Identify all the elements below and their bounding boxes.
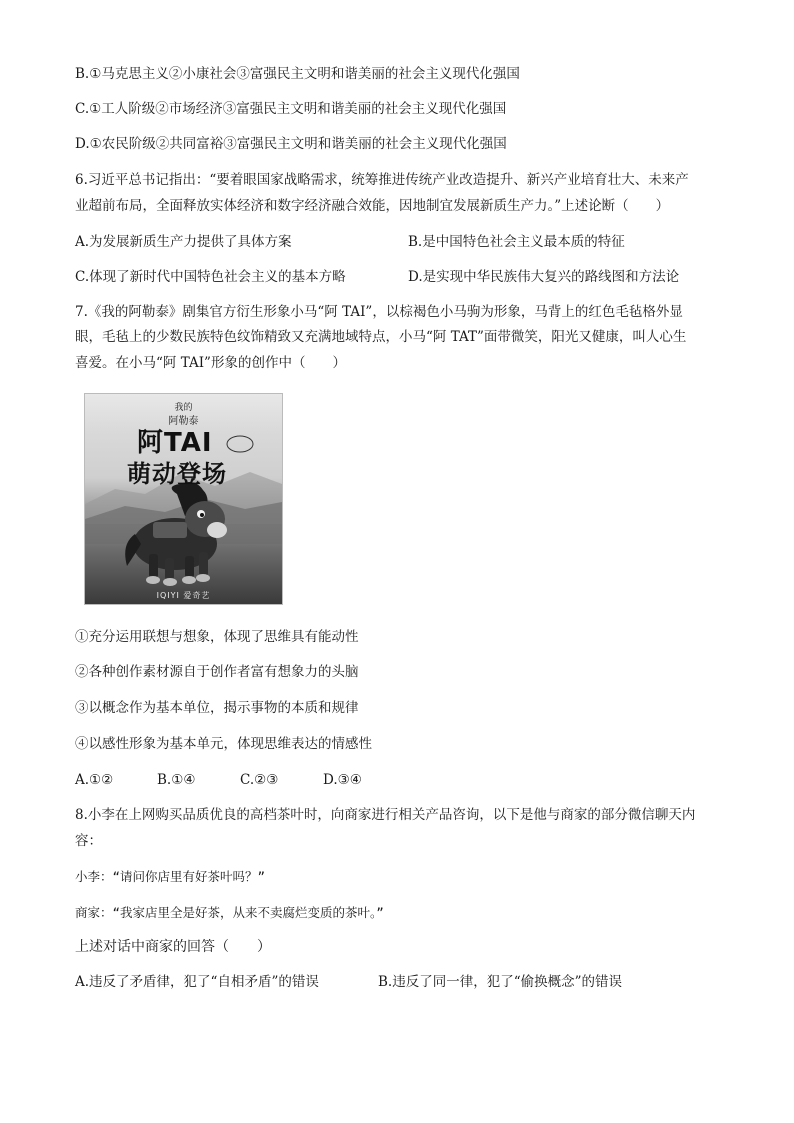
poster-title: 阿TAI	[137, 428, 213, 458]
q8-option-b: B.违反了同一律，犯了“偷换概念”的错误	[378, 974, 623, 990]
q8-dialog-merchant: 商家：“我家店里全是好茶，从来不卖腐烂变质的茶叶。”	[75, 905, 384, 920]
q7-item-3: ③以概念作为基本单位，揭示事物的本质和规律	[75, 700, 359, 716]
q8-stem-line2: 容：	[75, 833, 102, 849]
q8-stem-line1: 8.小李在上网购买品质优良的高档茶叶时，向商家进行相关产品咨询，以下是他与商家的部分微信聊天内	[75, 807, 696, 823]
poster-watermark: IQIYI 爱奇艺	[156, 591, 211, 600]
q7-poster-image	[84, 393, 283, 605]
q6-option-c: C.体现了新时代中国特色社会主义的基本方略	[75, 269, 346, 285]
poster-logo-top: 我的	[174, 403, 193, 413]
q6-stem-line1: 6.习近平总书记指出：“要着眼国家战略需求，统筹推进传统产业改造提升、新兴产业培育壮大、未来产	[75, 172, 689, 188]
q5-option-c: C.①工人阶级②市场经济③富强民主文明和谐美丽的社会主义现代化强国	[75, 101, 507, 117]
q7-option-b: B.①④	[157, 772, 196, 788]
q7-item-2: ②各种创作素材源自于创作者富有想象力的头脑	[75, 664, 359, 680]
q7-option-d: D.③④	[323, 772, 362, 788]
q6-option-a: A.为发展新质生产力提供了具体方案	[75, 234, 292, 250]
q5-option-b: B.①马克思主义②小康社会③富强民主文明和谐美丽的社会主义现代化强国	[75, 66, 520, 82]
q8-question: 上述对话中商家的回答（ ）	[75, 939, 271, 955]
q7-option-c: C.②③	[240, 772, 279, 788]
poster-subtitle: 萌动登场	[127, 460, 227, 488]
q7-stem-line3: 喜爱。在小马“阿 TAI”形象的创作中（ ）	[75, 355, 346, 371]
q6-option-b: B.是中国特色社会主义最本质的特征	[408, 234, 625, 250]
q6-stem-line2: 业超前布局，全面释放实体经济和数字经济融合效能，因地制宜发展新质生产力。”上述论断（ ）	[75, 198, 670, 214]
q5-option-d: D.①农民阶级②共同富裕③富强民主文明和谐美丽的社会主义现代化强国	[75, 136, 507, 152]
q8-option-a: A.违反了矛盾律，犯了“自相矛盾”的错误	[75, 974, 319, 990]
q7-option-a: A.①②	[75, 772, 114, 788]
q7-item-4: ④以感性形象为基本单元，体现思维表达的情感性	[75, 736, 372, 752]
q7-stem-line1: 7.《我的阿勒泰》剧集官方衍生形象小马“阿 TAI”，以棕褐色小马驹为形象，马背上的红色毛毡格外显	[75, 304, 683, 320]
q7-item-1: ①充分运用联想与想象，体现了思维具有能动性	[75, 629, 359, 645]
q6-option-d: D.是实现中华民族伟大复兴的路线图和方法论	[408, 269, 680, 285]
q8-dialog-xiaoli: 小李：“请问你店里有好茶叶吗？”	[75, 869, 266, 884]
q7-stem-line2: 眼，毛毡上的少数民族特色纹饰精致又充满地域特点，小马“阿 TAT”面带微笑，阳光又健康，叫人心生	[75, 329, 687, 345]
poster-logo-bottom: 阿勒泰	[168, 416, 199, 427]
